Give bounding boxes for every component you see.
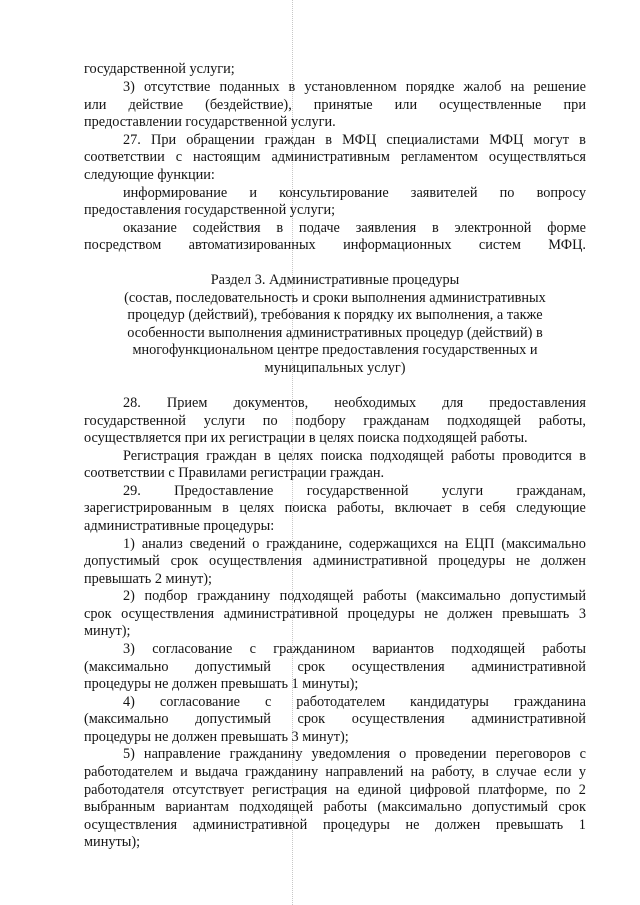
word: в <box>482 764 489 780</box>
word: административной <box>312 553 428 569</box>
text-line: следующие функции: <box>84 167 215 183</box>
word: оказание <box>123 220 177 236</box>
word: себя <box>479 500 506 516</box>
text-line <box>84 659 586 676</box>
word: по <box>555 782 571 798</box>
word: случае <box>496 764 537 780</box>
word: МФЦ. <box>548 237 586 253</box>
text-line <box>84 588 586 605</box>
word: с <box>249 641 257 657</box>
word: решение <box>533 79 586 95</box>
word: Регистрация <box>123 448 199 464</box>
word: направлений <box>325 764 404 780</box>
word: допустимый <box>510 588 586 604</box>
word: граждан <box>264 132 316 148</box>
word: 29. <box>123 483 141 499</box>
word: информационных <box>343 237 452 253</box>
section-subheading: многофункциональном центре предоставления государственных и <box>132 342 538 358</box>
word: на <box>410 764 425 780</box>
word: в <box>222 500 229 516</box>
word: процедуры <box>438 553 506 569</box>
word: поиска <box>284 500 327 516</box>
word: систем <box>478 237 521 253</box>
word: установленном <box>304 79 397 95</box>
word: анализ <box>141 536 183 552</box>
word: превышать <box>502 606 570 622</box>
word: в <box>325 132 333 148</box>
word: 28. <box>123 395 141 411</box>
word: должен <box>540 553 586 569</box>
section-subheading: особенности выполнения административных процедур (действий) в <box>127 325 543 341</box>
word: или <box>84 97 107 113</box>
word: 4) <box>123 694 135 710</box>
word: допустимый <box>472 799 549 815</box>
word: платформе, <box>478 782 548 798</box>
word: гражданину <box>245 764 319 780</box>
word: цифровой <box>409 782 470 798</box>
text-line <box>84 220 586 237</box>
word: гражданине, <box>266 536 343 552</box>
word: (максимально <box>416 588 501 604</box>
text-line <box>84 711 586 728</box>
word: 2 <box>578 782 586 798</box>
word: не <box>516 553 531 569</box>
word: гражданам, <box>516 483 586 499</box>
word: действие <box>128 97 184 113</box>
word: подходящей <box>447 413 521 429</box>
section-subheading: (состав, последовательность и сроки выполнения административных <box>124 290 546 306</box>
word: превышать <box>495 817 564 833</box>
word: проведении <box>415 746 487 762</box>
word: подходящей <box>279 588 354 604</box>
word: целях <box>239 500 275 516</box>
word: допустимый <box>195 711 271 727</box>
word: автоматизированных <box>188 237 316 253</box>
word: срок <box>558 799 586 815</box>
text-line <box>84 782 586 799</box>
word: 3) <box>123 79 135 95</box>
word: на <box>510 79 525 95</box>
word: если <box>543 764 572 780</box>
word: регистрация <box>252 782 328 798</box>
text-line: государственной услуги; <box>84 61 235 77</box>
word: на <box>444 536 459 552</box>
word: специалистами <box>386 132 480 148</box>
text-line <box>84 483 586 500</box>
word: государственной <box>306 483 409 499</box>
section-subheading: муниципальных услуг) <box>264 360 406 376</box>
text-line: минуты); <box>84 834 141 850</box>
word: гражданина <box>513 694 586 710</box>
text-line: минут); <box>84 623 131 639</box>
word: включает <box>394 500 452 516</box>
word: осуществления <box>84 817 178 833</box>
word: работодателем <box>84 764 173 780</box>
text-line: процедуры не должен превышать 3 минут); <box>84 729 349 745</box>
word: настоящим <box>192 149 261 165</box>
word: административным <box>271 149 390 165</box>
word: должен <box>435 817 481 833</box>
word: целях <box>278 448 314 464</box>
word: в <box>579 448 586 464</box>
word: согласование <box>159 694 241 710</box>
word: выбранным <box>84 799 156 815</box>
word: 2) <box>123 588 135 604</box>
word: допустимый <box>195 659 271 675</box>
word: по <box>262 413 278 429</box>
word: административной <box>223 606 339 622</box>
word: в <box>579 132 586 148</box>
word: гражданам <box>363 413 430 429</box>
word: процедуры <box>347 606 415 622</box>
word: работодателя <box>84 782 165 798</box>
word: документов, <box>233 395 309 411</box>
word: гражданину <box>197 588 271 604</box>
word: в <box>431 220 439 236</box>
word: ЕЦП <box>465 536 495 552</box>
word: с <box>175 149 183 165</box>
word: по <box>499 185 515 201</box>
word: направление <box>143 746 221 762</box>
text-line <box>84 395 586 412</box>
text-line <box>84 764 586 781</box>
text-line <box>84 97 586 114</box>
word: содействия <box>192 220 261 236</box>
word: информирование <box>123 185 228 201</box>
word: услуги <box>203 413 245 429</box>
word: жалоб <box>463 79 502 95</box>
word: необходимых <box>334 395 417 411</box>
word: 27. <box>123 132 141 148</box>
word: обращении <box>186 132 255 148</box>
word: форме <box>547 220 586 236</box>
word: 3 <box>578 606 586 622</box>
word: 5) <box>123 746 135 762</box>
word: осуществления <box>351 659 445 675</box>
text-line <box>84 746 586 763</box>
word: срок <box>297 659 326 675</box>
word: осуществляться <box>488 149 586 165</box>
word: отсутствует <box>172 782 244 798</box>
word: работы <box>451 448 495 464</box>
word: в <box>462 500 469 516</box>
word: о <box>399 746 407 762</box>
text-line: осуществляется при их регистрации в целях поиска подходящей работы. <box>84 430 528 446</box>
word: регламентом <box>400 149 478 165</box>
word: могут <box>533 132 570 148</box>
text-line <box>84 79 586 96</box>
text-line <box>84 448 586 465</box>
word: работодателем <box>296 694 386 710</box>
word: единой <box>357 782 402 798</box>
word: подходящей <box>369 448 444 464</box>
word: поданных <box>219 79 280 95</box>
word: гражданину <box>229 746 303 762</box>
text-line <box>84 536 586 553</box>
word: или <box>394 97 418 113</box>
word: при <box>563 97 586 113</box>
word: работы <box>363 588 407 604</box>
word: (бездействие), <box>205 97 292 113</box>
word: заявления <box>355 220 417 236</box>
word: государственной <box>84 413 186 429</box>
word: административной <box>192 817 308 833</box>
word: (максимально <box>377 799 462 815</box>
word: срок <box>84 606 112 622</box>
text-line <box>84 799 586 816</box>
word: и <box>249 185 257 201</box>
word: сведений <box>189 536 246 552</box>
word: отсутствие <box>143 79 211 95</box>
word: заявителей <box>410 185 478 201</box>
word: срок <box>297 711 326 727</box>
word: допустимый <box>84 553 160 569</box>
text-line <box>84 553 586 570</box>
text-line: предоставления государственной услуги; <box>84 202 336 218</box>
word: проводится <box>502 448 572 464</box>
word: предоставления <box>489 395 586 411</box>
text-line <box>84 132 586 149</box>
word: в <box>288 79 296 95</box>
word: на <box>335 782 350 798</box>
word: в <box>276 220 284 236</box>
word: посредством <box>84 237 162 253</box>
word: следующие <box>516 500 586 516</box>
word: поиска <box>320 448 363 464</box>
text-line <box>84 237 586 254</box>
text-line <box>84 817 586 834</box>
word: 3) <box>123 641 135 657</box>
word: административной <box>471 711 586 727</box>
word: осуществления <box>121 606 215 622</box>
word: вариантов <box>372 641 434 657</box>
word: вопросу <box>536 185 586 201</box>
word: 1) <box>123 536 135 552</box>
word: о <box>252 536 260 552</box>
word: должен <box>447 606 493 622</box>
word: у <box>578 764 586 780</box>
word: не <box>405 817 420 833</box>
word: с <box>264 694 272 710</box>
text-line: процедуры не должен превышать 1 минуты); <box>84 676 359 692</box>
word: работы, <box>538 413 586 429</box>
word: гражданином <box>273 641 356 657</box>
word: консультирование <box>279 185 389 201</box>
word: зарегистрированным <box>84 500 212 516</box>
word: работы <box>542 641 586 657</box>
word: осуществления <box>209 553 303 569</box>
word: Предоставление <box>174 483 274 499</box>
word: электронной <box>454 220 532 236</box>
word: осуществления <box>351 711 445 727</box>
word: подбору <box>295 413 346 429</box>
word: работу, <box>431 764 475 780</box>
word: порядке <box>405 79 455 95</box>
text-line <box>84 500 586 517</box>
word: с <box>579 746 586 762</box>
text-line <box>84 185 586 202</box>
word: работы, <box>336 500 385 516</box>
word: Прием <box>166 395 208 411</box>
word: МФЦ <box>489 132 524 148</box>
text-line: превышать 2 минут); <box>84 571 213 587</box>
word: работы <box>323 799 368 815</box>
text-line <box>84 641 586 658</box>
word: (максимально <box>84 711 169 727</box>
word: и <box>180 764 188 780</box>
word: подаче <box>298 220 340 236</box>
word: осуществленные <box>439 97 542 113</box>
word: 1 <box>578 817 586 833</box>
word: подбор <box>144 588 188 604</box>
word: (максимально <box>501 536 586 552</box>
word: административной <box>471 659 586 675</box>
word: вариантам <box>165 799 229 815</box>
word: граждан <box>206 448 257 464</box>
word: При <box>151 132 177 148</box>
word: выдача <box>195 764 238 780</box>
text-line: предоставлении государственной услуги. <box>84 114 336 130</box>
word: процедуры <box>322 817 390 833</box>
word: переговоров <box>495 746 571 762</box>
word: (максимально <box>84 659 169 675</box>
text-line <box>84 606 586 623</box>
word: срок <box>170 553 199 569</box>
text-line <box>84 694 586 711</box>
word: принятые <box>313 97 373 113</box>
word: содержащихся <box>348 536 438 552</box>
word: подходящей <box>451 641 526 657</box>
word: МФЦ <box>342 132 377 148</box>
word: услуги <box>441 483 484 499</box>
word: подходящей <box>239 799 314 815</box>
word: для <box>442 395 464 411</box>
word: кандидатуры <box>410 694 489 710</box>
word: в <box>264 448 271 464</box>
section-subheading: процедур (действий), требования к порядку их выполнения, а также <box>127 307 543 323</box>
word: соответствии <box>84 149 165 165</box>
text-line: соответствии с Правилами регистрации граждан. <box>84 465 385 481</box>
text-line <box>84 413 586 430</box>
text-line: административные процедуры: <box>84 518 275 534</box>
word: уведомления <box>311 746 391 762</box>
word: согласование <box>152 641 233 657</box>
section-heading: Раздел 3. Административные процедуры <box>210 272 460 288</box>
word: не <box>424 606 439 622</box>
text-line <box>84 149 586 166</box>
